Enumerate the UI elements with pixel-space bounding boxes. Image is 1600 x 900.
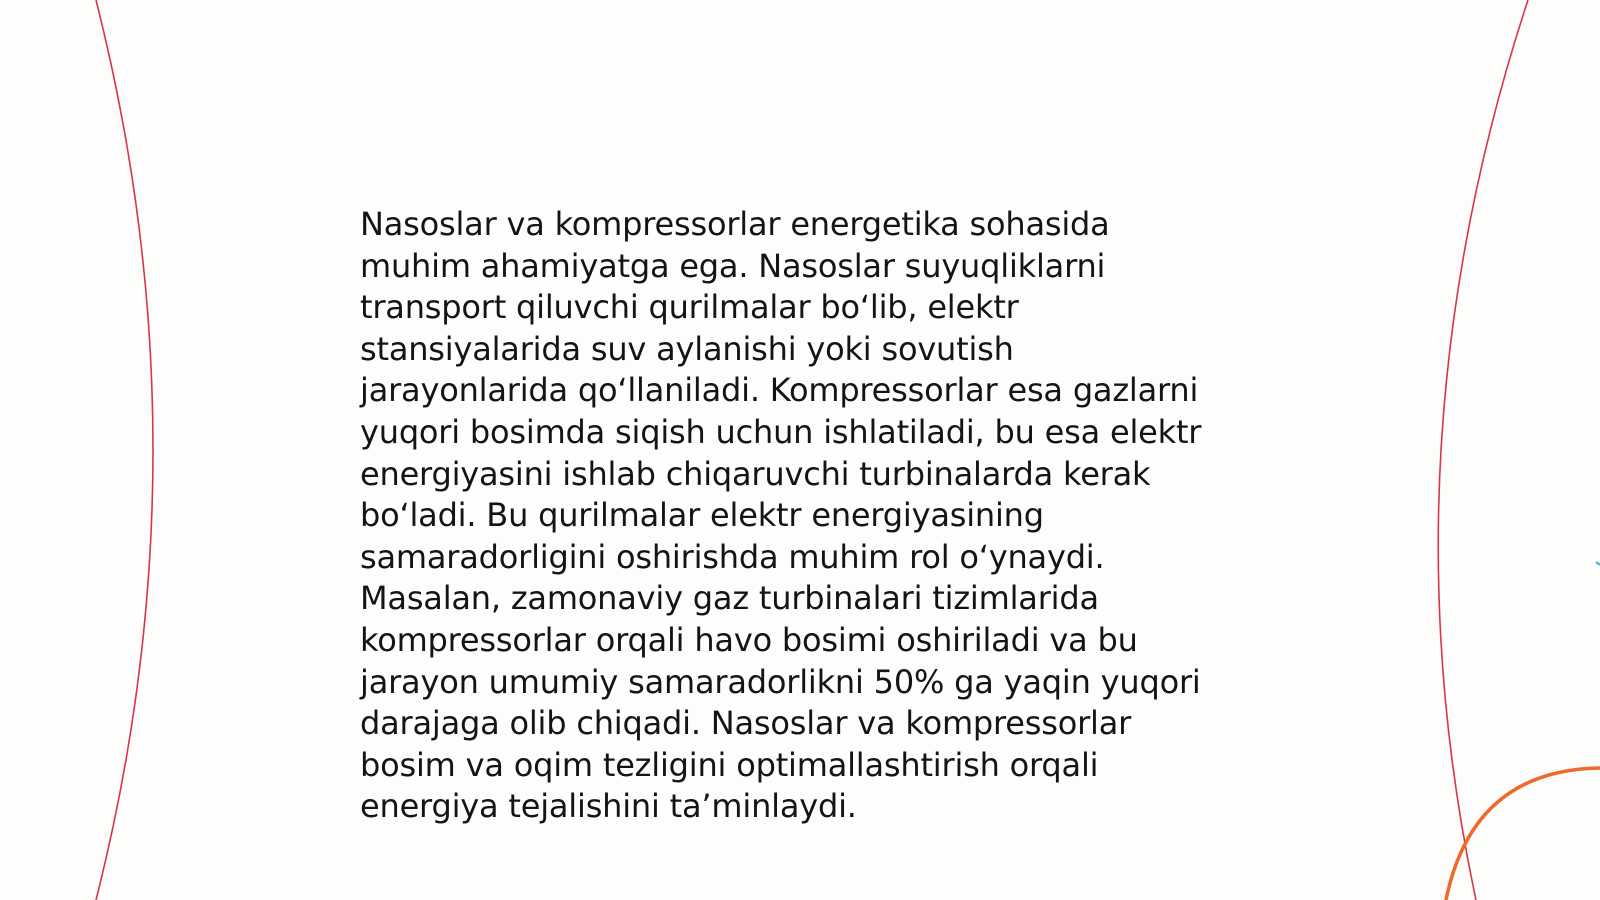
paragraph-line: darajaga olib chiqadi. Nasoslar va kompressorlar xyxy=(360,704,1132,743)
right-curve-decoration xyxy=(1438,0,1528,900)
paragraph-line: Nasoslar va kompressorlar energetika sohasida xyxy=(360,205,1110,243)
paragraph-line: yuqori bosimda siqish uchun ishlatiladi, bu esa elektr xyxy=(360,412,1202,451)
orange-arc-decoration xyxy=(1445,768,1600,900)
paragraph-line: jarayonlarida qo‘llaniladi. Kompressorlar esa gazlarni xyxy=(360,371,1199,410)
paragraph-line: bosim va oqim tezligini optimallashtirish orqali xyxy=(360,745,1099,784)
paragraph-line: muhim ahamiyatga ega. Nasoslar suyuqliklarni xyxy=(360,246,1106,285)
paragraph-line: kompressorlar orqali havo bosimi oshiriladi va bu xyxy=(360,620,1138,659)
paragraph-line: bo‘ladi. Bu qurilmalar elektr energiyasining xyxy=(360,496,1044,535)
paragraph-line: energiyasini ishlab chiqaruvchi turbinalarda kerak xyxy=(360,454,1151,493)
paragraph-line: jarayon umumiy samaradorlikni 50% ga yaqin yuqori xyxy=(360,662,1201,701)
left-curve-decoration xyxy=(96,0,153,900)
paragraph-line: stansiyalarida suv aylanishi yoki sovutish xyxy=(360,329,1014,368)
paragraph-line: Masalan, zamonaviy gaz turbinalari tizimlarida xyxy=(360,579,1099,618)
teal-tick-decoration xyxy=(1596,562,1600,565)
paragraph-line: samaradorligini oshirishda muhim rol o‘ynaydi. xyxy=(360,537,1105,576)
body-paragraph xyxy=(360,204,1240,828)
paragraph-line: transport qiluvchi qurilmalar bo‘lib, elektr xyxy=(360,288,1019,327)
paragraph-line: energiya tejalishini ta’minlaydi. xyxy=(360,787,857,826)
